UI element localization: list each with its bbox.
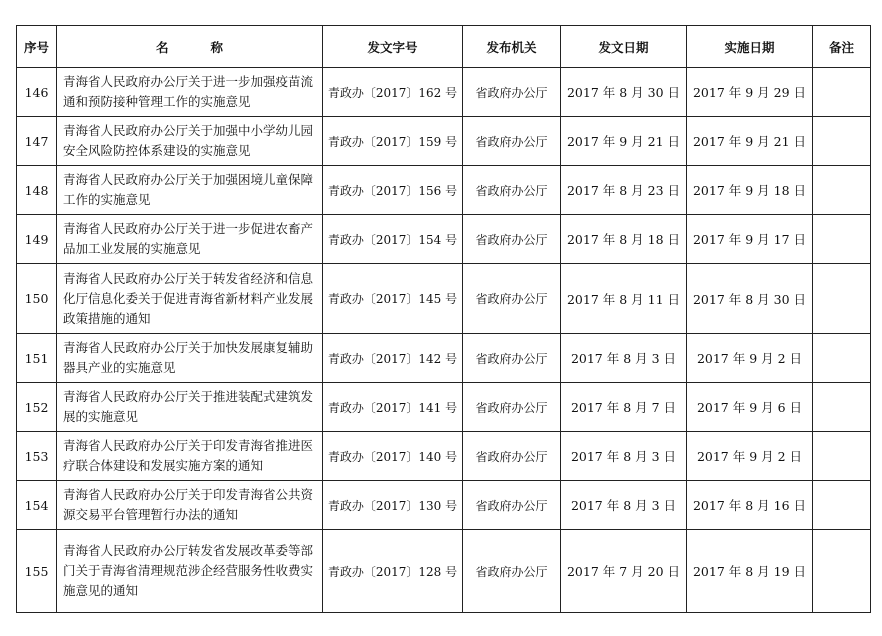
header-name-part-1: 名 xyxy=(155,39,169,55)
row-remark xyxy=(813,334,871,383)
row-name: 青海省人民政府办公厅关于加强困境儿童保障工作的实施意见 xyxy=(57,166,323,215)
row-remark xyxy=(813,166,871,215)
row-name: 青海省人民政府办公厅关于加快发展康复辅助器具产业的实施意见 xyxy=(57,334,323,383)
row-seq: 146 xyxy=(17,68,57,117)
row-issue-date: 2017 年 8 月 3 日 xyxy=(561,334,687,383)
header-name xyxy=(57,26,323,68)
row-docno: 青政办〔2017〕141 号 xyxy=(323,383,463,432)
row-seq: 149 xyxy=(17,215,57,264)
row-docno: 青政办〔2017〕154 号 xyxy=(323,215,463,264)
row-docno: 青政办〔2017〕156 号 xyxy=(323,166,463,215)
row-effective-date: 2017 年 9 月 17 日 xyxy=(687,215,813,264)
row-issue-date: 2017 年 8 月 18 日 xyxy=(561,215,687,264)
row-seq: 154 xyxy=(17,481,57,530)
header-seq: 序号 xyxy=(17,26,57,68)
row-name: 青海省人民政府办公厅关于推进装配式建筑发展的实施意见 xyxy=(57,383,323,432)
header-authority: 发布机关 xyxy=(463,26,561,68)
row-remark xyxy=(813,481,871,530)
row-name: 青海省人民政府办公厅关于进一步促进农畜产品加工业发展的实施意见 xyxy=(57,215,323,264)
row-authority: 省政府办公厅 xyxy=(463,432,561,481)
row-authority: 省政府办公厅 xyxy=(463,215,561,264)
row-authority: 省政府办公厅 xyxy=(463,117,561,166)
table-row xyxy=(17,334,871,383)
table-row xyxy=(17,481,871,530)
table-row xyxy=(17,166,871,215)
row-authority: 省政府办公厅 xyxy=(463,481,561,530)
row-authority: 省政府办公厅 xyxy=(463,68,561,117)
row-docno: 青政办〔2017〕142 号 xyxy=(323,334,463,383)
row-seq: 148 xyxy=(17,166,57,215)
row-effective-date: 2017 年 9 月 6 日 xyxy=(687,383,813,432)
row-effective-date: 2017 年 8 月 19 日 xyxy=(687,530,813,613)
row-remark xyxy=(813,264,871,334)
row-seq: 147 xyxy=(17,117,57,166)
row-name: 青海省人民政府办公厅关于转发省经济和信息化厅信息化委关于促进青海省新材料产业发展政策措施的通知 xyxy=(57,264,323,334)
row-name: 青海省人民政府办公厅关于印发青海省公共资源交易平台管理暂行办法的通知 xyxy=(57,481,323,530)
row-authority: 省政府办公厅 xyxy=(463,264,561,334)
row-remark xyxy=(813,383,871,432)
header-effective-date: 实施日期 xyxy=(687,26,813,68)
row-effective-date: 2017 年 9 月 29 日 xyxy=(687,68,813,117)
table-row xyxy=(17,68,871,117)
row-issue-date: 2017 年 8 月 3 日 xyxy=(561,481,687,530)
row-effective-date: 2017 年 8 月 30 日 xyxy=(687,264,813,334)
row-seq: 150 xyxy=(17,264,57,334)
row-issue-date: 2017 年 8 月 30 日 xyxy=(561,68,687,117)
row-issue-date: 2017 年 8 月 23 日 xyxy=(561,166,687,215)
row-effective-date: 2017 年 8 月 16 日 xyxy=(687,481,813,530)
row-effective-date: 2017 年 9 月 21 日 xyxy=(687,117,813,166)
row-docno: 青政办〔2017〕128 号 xyxy=(323,530,463,613)
row-issue-date: 2017 年 8 月 7 日 xyxy=(561,383,687,432)
table-row xyxy=(17,264,871,334)
table-row xyxy=(17,383,871,432)
row-docno: 青政办〔2017〕159 号 xyxy=(323,117,463,166)
row-authority: 省政府办公厅 xyxy=(463,166,561,215)
row-authority: 省政府办公厅 xyxy=(463,334,561,383)
row-effective-date: 2017 年 9 月 2 日 xyxy=(687,334,813,383)
row-seq: 152 xyxy=(17,383,57,432)
header-name-part-2: 称 xyxy=(210,39,224,55)
row-issue-date: 2017 年 7 月 20 日 xyxy=(561,530,687,613)
row-authority: 省政府办公厅 xyxy=(463,530,561,613)
row-effective-date: 2017 年 9 月 2 日 xyxy=(687,432,813,481)
header-remark: 备注 xyxy=(813,26,871,68)
row-docno: 青政办〔2017〕162 号 xyxy=(323,68,463,117)
row-name: 青海省人民政府办公厅关于进一步加强疫苗流通和预防接种管理工作的实施意见 xyxy=(57,68,323,117)
row-issue-date: 2017 年 9 月 21 日 xyxy=(561,117,687,166)
row-remark xyxy=(813,215,871,264)
row-docno: 青政办〔2017〕145 号 xyxy=(323,264,463,334)
row-name: 青海省人民政府办公厅关于印发青海省推进医疗联合体建设和发展实施方案的通知 xyxy=(57,432,323,481)
table-row xyxy=(17,117,871,166)
row-name: 青海省人民政府办公厅关于加强中小学幼儿园安全风险防控体系建设的实施意见 xyxy=(57,117,323,166)
row-seq: 151 xyxy=(17,334,57,383)
row-remark xyxy=(813,117,871,166)
row-docno: 青政办〔2017〕130 号 xyxy=(323,481,463,530)
row-remark xyxy=(813,432,871,481)
row-docno: 青政办〔2017〕140 号 xyxy=(323,432,463,481)
row-remark xyxy=(813,68,871,117)
table-row xyxy=(17,530,871,613)
row-issue-date: 2017 年 8 月 3 日 xyxy=(561,432,687,481)
header-issue-date: 发文日期 xyxy=(561,26,687,68)
row-authority: 省政府办公厅 xyxy=(463,383,561,432)
regulations-table xyxy=(16,25,871,613)
table-row xyxy=(17,432,871,481)
row-remark xyxy=(813,530,871,613)
table-row xyxy=(17,215,871,264)
header-row xyxy=(17,26,871,68)
row-issue-date: 2017 年 8 月 11 日 xyxy=(561,264,687,334)
header-docno: 发文字号 xyxy=(323,26,463,68)
row-effective-date: 2017 年 9 月 18 日 xyxy=(687,166,813,215)
row-seq: 153 xyxy=(17,432,57,481)
row-name: 青海省人民政府办公厅转发省发展改革委等部门关于青海省清理规范涉企经营服务性收费实施意见的通知 xyxy=(57,530,323,613)
row-seq: 155 xyxy=(17,530,57,613)
